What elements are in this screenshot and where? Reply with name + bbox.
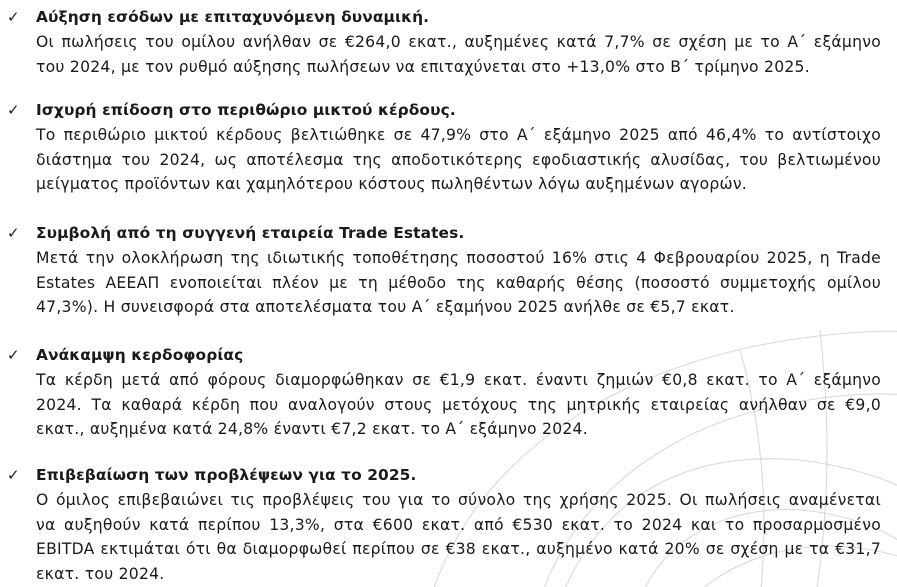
checkmark-icon: ✓ [7, 346, 20, 364]
body-line: διάστημα του 2024, ως αποτέλεσμα της αποδοτικότερης εφοδιαστικής αλυσίδας, του βελτιωμένου [36, 150, 881, 169]
body-line: του 2024, με τον ρυθμό αύξησης πωλήσεων να επιταχύνεται στο +13,0% στο Β΄ τρίμηνο 2025. [36, 57, 810, 76]
item-body [36, 488, 881, 586]
item-heading: Ανάκαμψη κερδοφορίας [36, 346, 244, 364]
body-line: εκατ., αυξημένα κατά 24,8% έναντι €7,2 εκατ. το Α΄ εξάμηνο 2024. [36, 420, 588, 438]
body-line: 2024. Τα καθαρά κέρδη που αναλογούν στους μετόχους της μητρικής εταιρείας ανήλθαν σε €9,0 [36, 395, 881, 414]
body-line: να αυξηθούν κατά περίπου 13,3%, στα €600 εκατ. από €530 εκατ. το 2024 και το προσαρμοσμένο [36, 515, 881, 534]
body-line: Ο όμιλος επιβεβαιώνει τις προβλέψεις του για το σύνολο της χρήσης 2025. Οι πωλήσεις αναμένεται [36, 491, 881, 509]
body-line: μείγματος προϊόντων και χαμηλότερου κόστους πωληθέντων λόγω αυξημένων αγορών. [36, 175, 747, 193]
checkmark-icon: ✓ [7, 466, 20, 484]
body-line: 47,3%). Η συνεισφορά στα αποτελέσματα του Α΄ εξαμήνου 2025 ανήλθε σε €5,7 εκατ. [36, 298, 735, 316]
body-line: Estates ΑΕΕΑΠ ενοποιείται πλέον με τη μέθοδο της καθαρής θέσης (ποσοστό συμμετοχής ομίλου [36, 273, 881, 292]
item-body [36, 368, 881, 442]
item-body [36, 123, 881, 197]
item-body [36, 30, 881, 79]
item-heading: Επιβεβαίωση των προβλέψεων για το 2025. [36, 466, 417, 484]
checkmark-icon: ✓ [7, 101, 20, 119]
checkmark-icon: ✓ [7, 224, 20, 242]
body-line: Τα κέρδη μετά από φόρους διαμορφώθηκαν σε €1,9 εκατ. έναντι ζημιών €0,8 εκατ. το Α΄ εξάμηνο [36, 371, 881, 389]
item-heading: Αύξηση εσόδων με επιταχυνόμενη δυναμική. [36, 8, 430, 26]
item-heading: Συμβολή από τη συγγενή εταιρεία Trade Estates. [36, 224, 465, 242]
body-line: Μετά την ολοκλήρωση της ιδιωτικής τοποθέτησης ποσοστού 16% στις 4 Φεβρουαρίου 2025, η Trade [36, 249, 881, 267]
body-line: EBITDA εκτιμάται ότι θα διαμορφωθεί περίπου σε €38 εκατ., αυξημένο κατά 20% σε σχέση με τα €31,7 [36, 540, 881, 558]
checkmark-icon: ✓ [7, 8, 20, 26]
body-line: Οι πωλήσεις του ομίλου ανήλθαν σε €264,0 εκατ., αυξημένες κατά 7,7% σε σχέση με το Α΄ εξάμηνο [36, 33, 881, 51]
item-heading: Ισχυρή επίδοση στο περιθώριο μικτού κέρδους. [36, 101, 456, 119]
item-body [36, 246, 881, 320]
body-line: Το περιθώριο μικτού κέρδους βελτιώθηκε σε 47,9% στο Α΄ εξάμηνο 2025 από 46,4% το αντίστοιχο [36, 126, 881, 144]
body-line: εκατ. του 2024. [36, 564, 165, 583]
